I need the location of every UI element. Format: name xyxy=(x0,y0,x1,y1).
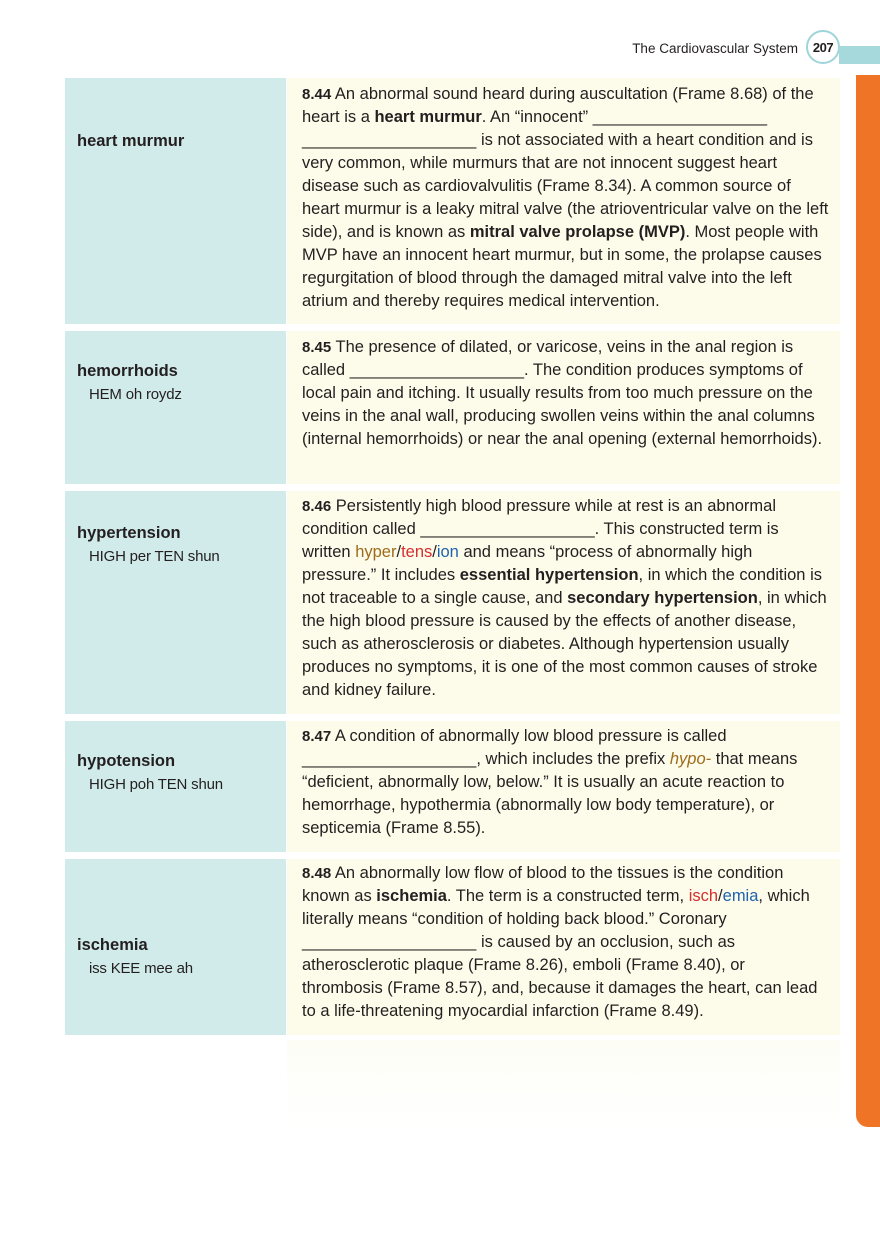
page-number-badge: 207 xyxy=(806,30,840,64)
frame-text xyxy=(302,862,830,1023)
bold-term: ischemia xyxy=(376,887,447,905)
body-text-run: and means “process of abnormally high pressure.” It includes xyxy=(302,543,753,584)
frame-body xyxy=(287,78,840,324)
word-prefix-gold: hyper xyxy=(355,543,397,561)
term-cell xyxy=(65,331,286,484)
body-text-run: An abnormally low flow of blood to the tissues is the condition known as xyxy=(302,864,784,905)
term-cell xyxy=(65,491,286,714)
bold-term: secondary hypertension xyxy=(567,589,758,607)
word-suffix-blue: emia xyxy=(722,887,759,905)
frame-number: 8.48 xyxy=(302,865,332,882)
frame-number: 8.47 xyxy=(302,728,332,745)
body-text-run: , which literally means “condition of holding back blood.” Coronary ___________________ is caused by an occlusion, such as atherosclerotic plaque (Frame 8.26), emboli (Frame 8.40), or thrombosis (Frame 8.57), and, because it damages the heart, can lead to a life-threatening myocardial infarction (Frame 8.49). xyxy=(302,887,818,1020)
frame-text xyxy=(302,495,830,702)
term-word: hypertension xyxy=(77,524,181,542)
body-text-run: / xyxy=(396,543,402,561)
term-cell xyxy=(65,859,286,1035)
frame-body xyxy=(287,859,840,1035)
body-text-run: , in which the condition is not traceable to a single cause, and xyxy=(302,566,822,607)
frame-text xyxy=(302,336,830,451)
frame-8-47 xyxy=(65,721,840,852)
body-text-run: An abnormal sound heard during auscultation (Frame 8.68) of the heart is a xyxy=(302,85,814,126)
body-text-run: A condition of abnormally low blood pressure is called ___________________, which includes the prefix xyxy=(302,727,727,768)
body-text-run: / xyxy=(432,543,437,561)
term-cell xyxy=(65,78,286,324)
term-word: hypotension xyxy=(77,752,176,770)
frame-body xyxy=(287,491,840,714)
frame-number: 8.44 xyxy=(302,86,332,103)
frame-body xyxy=(287,331,840,484)
word-root-red: tens xyxy=(401,543,433,561)
pronunciation: iss KEE mee ah xyxy=(89,960,193,977)
body-text-run: / xyxy=(718,887,723,905)
header-accent-band xyxy=(839,46,880,64)
frame-number: 8.45 xyxy=(302,339,332,356)
frame-8-44 xyxy=(65,78,840,324)
term-word: heart murmur xyxy=(77,132,185,150)
page-fade xyxy=(287,1040,840,1130)
body-text-run: . The term is a constructed term, xyxy=(446,887,689,905)
pronunciation: HEM oh roydz xyxy=(89,386,182,403)
frame-8-46 xyxy=(65,491,840,714)
frame-8-48 xyxy=(65,859,840,1035)
body-text-run: . Most people with MVP have an innocent heart murmur, but in some, the prolapse causes regurgitation of blood through the damaged mitral valve into the left atrium and thereby requires medical intervention. xyxy=(302,223,822,310)
word-prefix-gold: hypo- xyxy=(669,750,712,768)
term-word: hemorrhoids xyxy=(77,362,178,380)
body-text-run: Persistently high blood pressure while at rest is an abnormal condition called ___________________. This constructed term is written xyxy=(302,497,779,561)
bold-term: essential hypertension xyxy=(459,566,639,584)
bold-term: mitral valve prolapse (MVP) xyxy=(469,223,686,241)
body-text-run: that means “deficient, abnormally low, below.” It is usually an acute reaction to hemorrhage, hypothermia (abnormally low body temperature), or septicemia (Frame 8.55). xyxy=(302,750,798,837)
body-text-run: The presence of dilated, or varicose, veins in the anal region is called ___________________. The condition produces symptoms of local pain and itching. It usually results from too much pressure on the veins in the anal wall, producing swollen veins within the anal columns (internal hemorrhoids) or near the anal opening (external hemorrhoids). xyxy=(302,338,823,448)
word-root-red: isch xyxy=(688,887,719,905)
frame-8-45 xyxy=(65,331,840,484)
frame-text xyxy=(302,83,830,313)
pronunciation: HIGH per TEN shun xyxy=(89,548,220,565)
term-cell xyxy=(65,721,286,852)
body-text-run: . An “innocent” ___________________ ___________________ is not associated with a heart condition and is very common, while murmurs that are not innocent suggest heart disease such as cardiovalvulitis (Frame 8.34). A common source of heart murmur is a leaky mitral valve (the atrioventricular valve on the left side), and is known as xyxy=(302,108,829,241)
term-word: ischemia xyxy=(77,936,148,954)
chapter-title: The Cardiovascular System xyxy=(632,41,798,56)
frame-text xyxy=(302,725,830,840)
body-text-run: , in which the high blood pressure is caused by the effects of another disease, such as atherosclerosis or diabetes. Although hypertension usually produces no symptoms, it is one of the most common causes of stroke and kidney failure. xyxy=(302,589,827,699)
frame-number: 8.46 xyxy=(302,498,332,515)
word-suffix-blue: ion xyxy=(436,543,459,561)
pronunciation: HIGH poh TEN shun xyxy=(89,776,223,793)
bold-term: heart murmur xyxy=(374,108,482,126)
chapter-tab-bar xyxy=(856,75,880,1127)
frame-body xyxy=(287,721,840,852)
